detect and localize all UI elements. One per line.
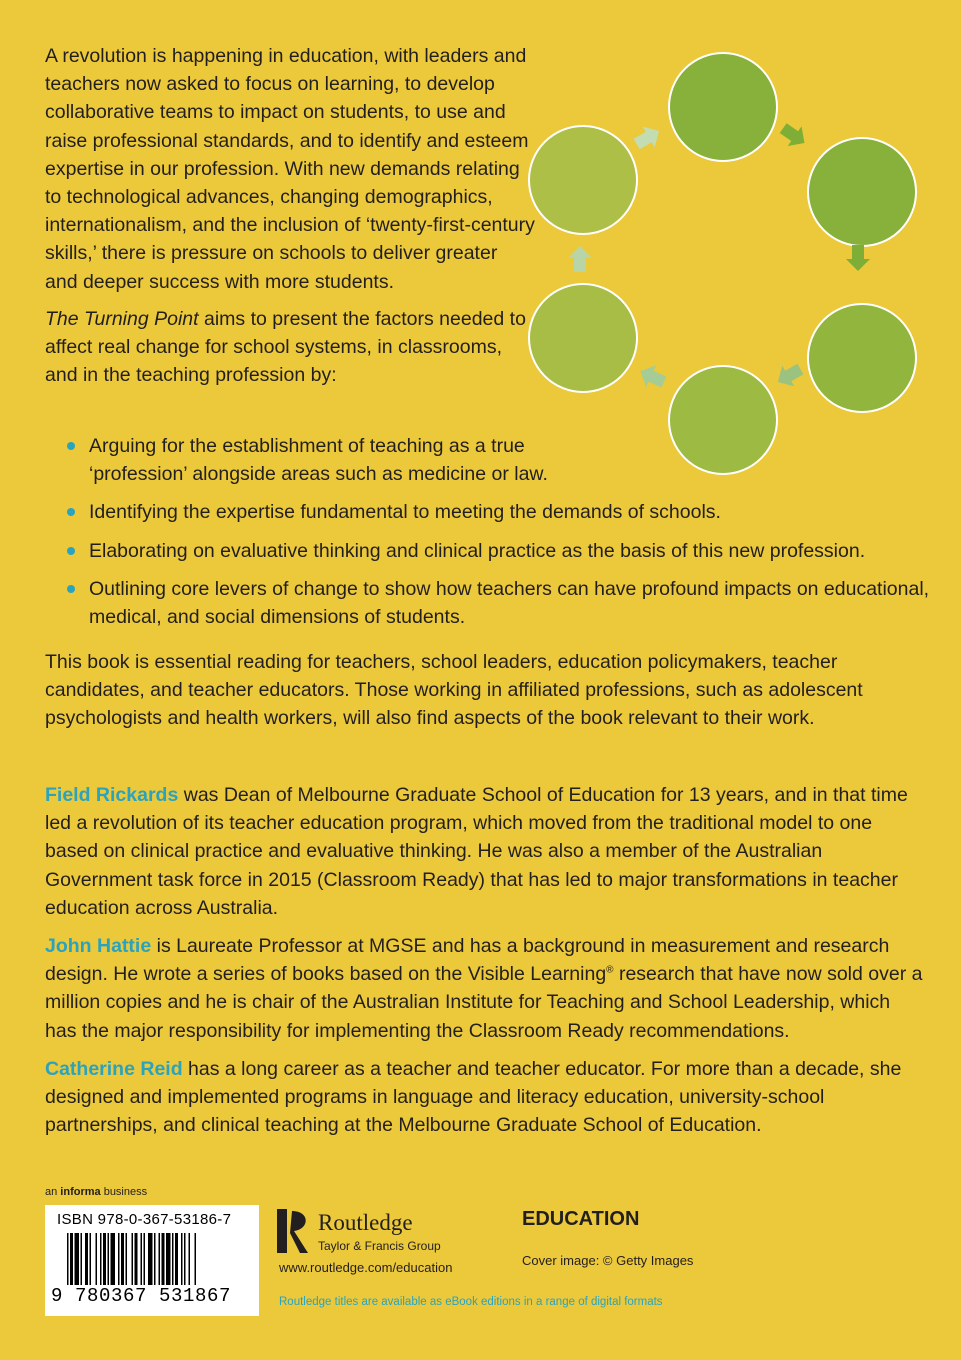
registered-mark: ®: [606, 964, 614, 976]
barcode-bar: [195, 1233, 197, 1285]
author-bio-text: has a long career as a teacher and teacher educator. For more than a decade, she designed and implemented programs in language and literacy education, university-school partnerships, and clinical teaching at the Melbourne Graduate School of Education.: [45, 1057, 902, 1137]
cycle-circle-lower-right: [808, 304, 916, 412]
barcode-bar: [85, 1233, 88, 1285]
informa-tagline: [45, 1186, 147, 1198]
bullet-item: [65, 537, 935, 565]
cycle-arrow-5-icon: [568, 246, 592, 272]
isbn-barcode: [45, 1205, 259, 1316]
cover-credit: Cover image: © Getty Images: [522, 1253, 694, 1268]
cycle-diagram: [520, 35, 940, 485]
cycle-circle-lower-left: [529, 284, 637, 392]
cycle-circle-top: [669, 53, 777, 161]
cycle-arrow-4-icon: [635, 360, 669, 393]
bullet-dot-icon: [67, 442, 75, 450]
author-bio-text: is Laureate Professor at MGSE and has a background in measurement and research design. He wrote a series of books based on the Visible Learning: [45, 935, 890, 986]
author-bio: [45, 781, 925, 922]
cycle-arrow-3-icon: [772, 359, 807, 393]
author-bios: [45, 781, 925, 1149]
author-bio-text: research that have now sold over a million copies and he is chair of the Australian Institute for Teaching and School Leadership, which has the major responsibility for implementing the Classroom Ready recommendations.: [45, 963, 923, 1042]
informa-brand: informa: [60, 1186, 101, 1198]
barcode-bar: [118, 1233, 120, 1285]
barcode-bar: [81, 1233, 83, 1285]
barcode-bar: [159, 1233, 161, 1285]
informa-suffix: business: [100, 1186, 148, 1198]
barcode-bar: [162, 1233, 165, 1285]
bullet-dot-icon: [67, 585, 75, 593]
barcode-bar: [135, 1233, 138, 1285]
barcode-bar: [132, 1233, 134, 1285]
barcode-bar: [70, 1233, 73, 1285]
cycle-circle-upper-left: [529, 126, 637, 234]
bullet-text: Identifying the expertise fundamental to meeting the demands of schools.: [89, 501, 721, 524]
publisher-name: Routledge: [318, 1210, 413, 1235]
barcode-bar: [189, 1233, 191, 1285]
bullet-dot-icon: [67, 547, 75, 555]
publisher-url[interactable]: www.routledge.com/education: [279, 1260, 453, 1275]
bullet-item: [65, 432, 935, 488]
author-bio-text: was Dean of Melbourne Graduate School of Education for 13 years, and in that time led a revolution of its teacher education program, which moved from the traditional model to one based on clinical practice and evaluative thinking. He was also a member of the Australian Government task force in 2015 (Classroom Ready) that has led to major transformations in teacher education across Australia.: [45, 784, 908, 919]
barcode-digits: 9 780367 531867: [51, 1285, 232, 1307]
author-name: John Hattie: [45, 935, 152, 958]
bullet-dot-icon: [67, 508, 75, 516]
description-paragraph-2: [45, 305, 535, 390]
closing-paragraph: This book is essential reading for teachers, school leaders, education policymakers, teacher candidates, and teacher educators. Those working in affiliated professions, such as adolescent psychologists and health workers, will also find aspects of the book relevant to their work.: [45, 651, 863, 730]
bullet-item: [65, 498, 935, 526]
subject-category: EDUCATION: [522, 1208, 640, 1230]
author-name: Catherine Reid: [45, 1057, 183, 1080]
bullet-list: [65, 432, 935, 641]
informa-prefix: an: [45, 1186, 61, 1198]
barcode-bar: [108, 1233, 110, 1285]
ebook-note: Routledge titles are available as eBook editions in a range of digital formats: [279, 1296, 663, 1308]
barcode-bar: [181, 1233, 183, 1285]
barcode-bar: [100, 1233, 102, 1285]
cycle-arrow-6-icon: [631, 121, 666, 155]
book-title: The Turning Point: [45, 307, 199, 330]
cycle-arrow-2-icon: [846, 245, 870, 271]
author-bio: [45, 932, 925, 1045]
author-bio: [45, 1055, 925, 1140]
description-block: [45, 42, 535, 398]
author-name: Field Rickards: [45, 784, 179, 806]
barcode-bar: [96, 1233, 98, 1285]
bullet-item: [65, 575, 935, 631]
barcode-bar: [126, 1233, 128, 1285]
description-paragraph-1: A revolution is happening in education, with leaders and teachers now asked to focus on learning, to develop collaborative teams to impact on students, to use and raise professional standards, and to identify and esteem expertise in our profession. With new demands relating to technological advances, changing demographics, internationalism, and the inclusion of ‘twenty-first-century skills,’ there is pressure on schools to deliver greater and deeper success with more students.: [45, 45, 535, 293]
bullet-text: Outlining core levers of change to show how teachers can have profound impacts on educational, medical, and social dimensions of students.: [89, 577, 930, 629]
barcode-bar: [184, 1233, 186, 1285]
barcode-bar: [121, 1233, 124, 1285]
barcode-bar: [154, 1233, 156, 1285]
barcode-bar: [103, 1233, 106, 1285]
barcode-bar: [141, 1233, 143, 1285]
barcode-bar: [67, 1233, 69, 1285]
isbn-number: ISBN 978-0-367-53186-7: [57, 1211, 232, 1228]
bullet-text: Elaborating on evaluative thinking and clinical practice as the basis of this new profession.: [89, 539, 866, 562]
barcode-bar: [166, 1233, 171, 1285]
barcode-bar: [148, 1233, 153, 1285]
cycle-circle-upper-right: [808, 138, 916, 246]
barcode-bar: [75, 1233, 80, 1285]
publisher-group: Taylor & Francis Group: [318, 1239, 441, 1253]
barcode-bar: [90, 1233, 92, 1285]
cycle-arrow-1-icon: [776, 118, 811, 153]
barcode-bar: [144, 1233, 146, 1285]
barcode-bar: [175, 1233, 178, 1285]
description-paragraph-2-text: aims to present the factors needed to affect real change for school systems, in classrooms, and in the teaching profession by:: [45, 307, 526, 387]
barcode-bar: [172, 1233, 174, 1285]
barcode-bar: [111, 1233, 116, 1285]
bullet-text: Arguing for the establishment of teaching as a true ‘profession’ alongside areas such as medicine or law.: [89, 435, 548, 486]
routledge-logo-icon: [276, 1207, 310, 1255]
barcode-bars: [67, 1233, 247, 1285]
